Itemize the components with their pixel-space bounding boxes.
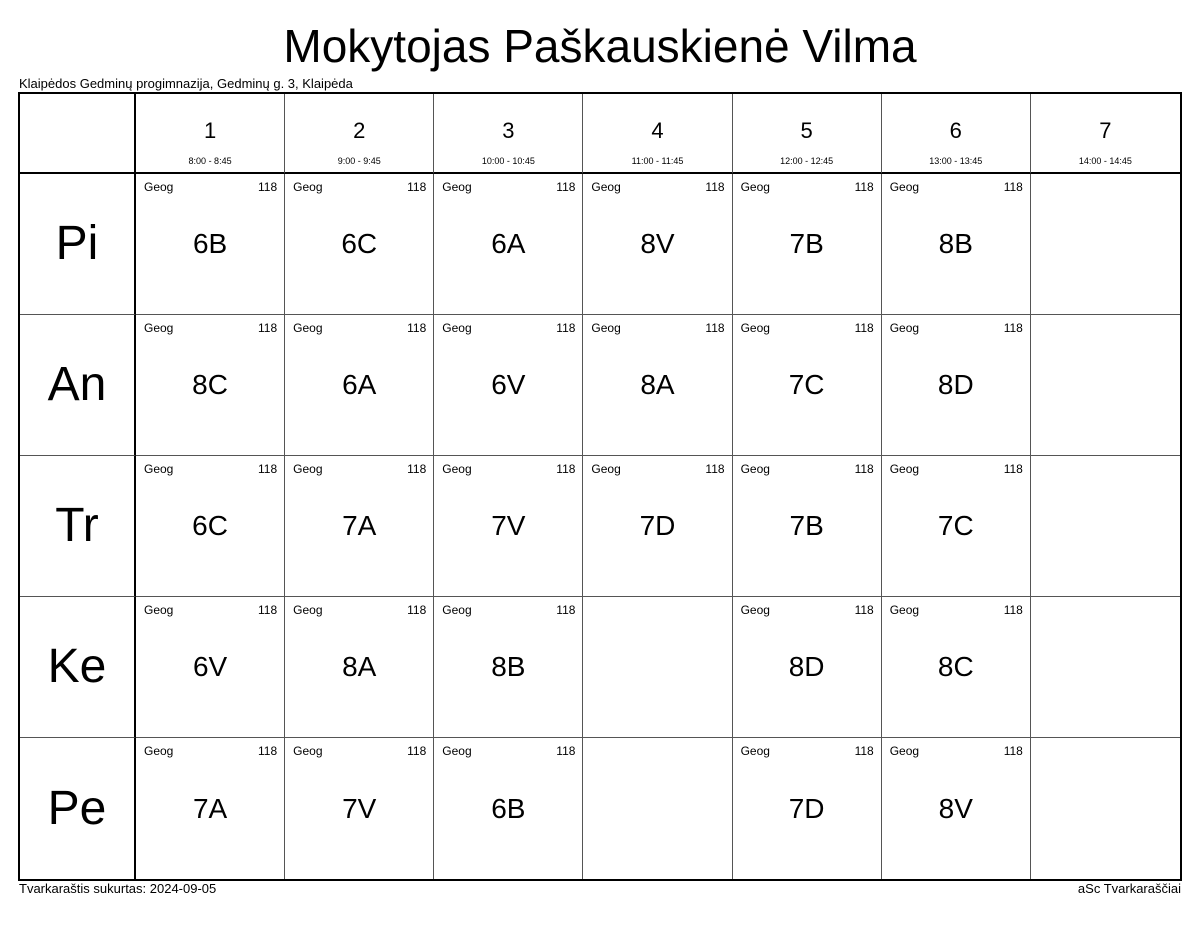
lesson-cell (882, 456, 1031, 597)
lesson-subject: Geog (293, 462, 323, 476)
lesson-cell (583, 315, 732, 456)
period-header-cell (285, 94, 434, 174)
lesson-class: 6A (491, 228, 526, 259)
lesson-subject: Geog (442, 744, 472, 758)
lesson-class: 7V (491, 510, 526, 541)
day-label: Tr (55, 499, 99, 552)
lesson-class: 8V (640, 228, 675, 259)
lesson-subject: Geog (889, 321, 920, 335)
lesson-class: 7D (788, 792, 825, 824)
lesson-cell (882, 738, 1031, 879)
empty-lesson-cell (1031, 738, 1180, 879)
lesson-class: 7D (639, 510, 676, 541)
lesson-subject: Geog (889, 603, 920, 617)
lesson-subject: Geog (889, 744, 920, 758)
lesson-cell (733, 315, 882, 456)
lesson-cell (136, 738, 285, 879)
lesson-cell (136, 315, 285, 456)
period-number: 5 (800, 118, 813, 143)
lesson-room: 118 (556, 603, 576, 617)
lesson-room: 118 (407, 744, 427, 758)
lesson-class: 7B (789, 228, 824, 259)
lesson-room: 118 (258, 462, 278, 476)
lesson-cell (285, 456, 434, 597)
lesson-room: 118 (556, 744, 576, 758)
lesson-cell (583, 174, 732, 315)
lesson-subject: Geog (144, 744, 174, 758)
lesson-class: 8A (342, 651, 377, 682)
lesson-room: 118 (705, 462, 725, 476)
lesson-class: 6A (342, 369, 377, 400)
empty-lesson-cell (1031, 456, 1180, 597)
lesson-class: 8D (937, 369, 974, 400)
lesson-subject: Geog (591, 462, 621, 476)
lesson-cell (434, 456, 583, 597)
lesson-subject: Geog (591, 321, 621, 335)
lesson-room: 118 (705, 180, 725, 194)
period-time: 14:00 - 14:45 (1078, 156, 1132, 166)
lesson-subject: Geog (889, 180, 920, 194)
created-date: Tvarkaraštis sukurtas: 2024-09-05 (19, 881, 217, 896)
empty-lesson-cell (583, 738, 732, 879)
lesson-subject: Geog (293, 603, 323, 617)
brand-label: aSc Tvarkaraščiai (1077, 881, 1181, 896)
lesson-cell (285, 597, 434, 738)
lesson-room: 118 (407, 321, 427, 335)
lesson-room: 118 (407, 603, 427, 617)
lesson-room: 118 (556, 462, 576, 476)
period-header-cell (1031, 94, 1180, 174)
lesson-subject: Geog (442, 321, 472, 335)
lesson-room: 118 (258, 180, 278, 194)
period-time: 9:00 - 9:45 (337, 156, 381, 166)
day-label: Pe (47, 781, 107, 835)
empty-lesson-cell (1031, 315, 1180, 456)
period-time: 13:00 - 13:45 (929, 156, 983, 166)
lesson-cell (733, 174, 882, 315)
lesson-class: 8B (491, 651, 526, 682)
lesson-subject: Geog (591, 180, 621, 194)
lesson-cell (285, 315, 434, 456)
period-header-cell (583, 94, 732, 174)
lesson-cell (583, 456, 732, 597)
lesson-subject: Geog (442, 603, 472, 617)
period-number: 2 (353, 118, 366, 143)
day-label: An (47, 358, 107, 411)
lesson-cell (434, 174, 583, 315)
lesson-room: 118 (1003, 744, 1023, 758)
period-header-cell (136, 94, 285, 174)
period-number: 3 (502, 118, 515, 143)
lesson-cell (136, 174, 285, 315)
lesson-room: 118 (705, 321, 725, 335)
lesson-cell (882, 315, 1031, 456)
lesson-class: 7V (342, 792, 377, 824)
lesson-subject: Geog (293, 321, 323, 335)
day-cell (20, 315, 136, 456)
lesson-cell (136, 597, 285, 738)
period-number: 4 (651, 118, 664, 143)
lesson-room: 118 (258, 744, 278, 758)
lesson-class: 6B (192, 228, 228, 259)
lesson-subject: Geog (144, 603, 174, 617)
lesson-room: 118 (258, 603, 278, 617)
lesson-subject: Geog (293, 744, 323, 758)
lesson-cell (285, 174, 434, 315)
lesson-room: 118 (556, 180, 576, 194)
lesson-subject: Geog (740, 744, 770, 758)
period-number: 7 (1099, 118, 1112, 143)
lesson-class: 6C (341, 228, 378, 259)
lesson-room: 118 (854, 321, 874, 335)
day-cell (20, 456, 136, 597)
lesson-class: 7C (788, 369, 825, 400)
lesson-cell (882, 597, 1031, 738)
lesson-subject: Geog (442, 180, 472, 194)
lesson-room: 118 (407, 462, 427, 476)
lesson-cell (733, 597, 882, 738)
lesson-class: 6B (491, 792, 526, 824)
lesson-class: 7C (937, 510, 974, 541)
lesson-room: 118 (1003, 180, 1023, 194)
empty-lesson-cell (1031, 174, 1180, 315)
lesson-class: 8C (192, 369, 228, 400)
day-cell (20, 174, 136, 315)
lesson-class: 7A (192, 792, 228, 824)
lesson-subject: Geog (293, 180, 323, 194)
period-header-cell (882, 94, 1031, 174)
lesson-class: 7B (789, 510, 824, 541)
lesson-room: 118 (1003, 321, 1023, 335)
lesson-subject: Geog (740, 180, 770, 194)
period-time: 10:00 - 10:45 (481, 156, 535, 166)
lesson-class: 6V (192, 651, 228, 682)
page-title: Mokytojas Paškauskienė Vilma (283, 20, 917, 72)
period-number: 6 (949, 118, 962, 143)
lesson-class: 8C (937, 651, 974, 682)
lesson-subject: Geog (144, 180, 174, 194)
lesson-class: 8B (938, 228, 973, 259)
lesson-room: 118 (556, 321, 576, 335)
header-corner-cell (20, 94, 136, 174)
lesson-class: 8A (640, 369, 675, 400)
lesson-cell (434, 738, 583, 879)
period-header-cell (434, 94, 583, 174)
day-cell (20, 738, 136, 879)
day-cell (20, 597, 136, 738)
empty-lesson-cell (1031, 597, 1180, 738)
lesson-cell (434, 597, 583, 738)
lesson-subject: Geog (740, 321, 770, 335)
period-time: 8:00 - 8:45 (188, 156, 232, 166)
lesson-room: 118 (854, 180, 874, 194)
lesson-class: 8V (938, 792, 973, 824)
period-header-cell (733, 94, 882, 174)
lesson-class: 7A (342, 510, 377, 541)
lesson-subject: Geog (144, 462, 174, 476)
lesson-cell (285, 738, 434, 879)
lesson-room: 118 (1003, 603, 1023, 617)
lesson-subject: Geog (740, 462, 770, 476)
lesson-room: 118 (854, 603, 874, 617)
empty-lesson-cell (583, 597, 732, 738)
lesson-subject: Geog (442, 462, 472, 476)
period-time: 11:00 - 11:45 (631, 156, 684, 166)
period-number: 1 (203, 118, 217, 143)
timetable-grid (18, 92, 1182, 881)
lesson-cell (882, 174, 1031, 315)
lesson-class: 8D (788, 651, 825, 682)
lesson-room: 118 (258, 321, 278, 335)
lesson-cell (733, 738, 882, 879)
school-address: Klaipėdos Gedminų progimnazija, Gedminų g. 3, Klaipėda (19, 76, 353, 91)
lesson-cell (136, 456, 285, 597)
lesson-room: 118 (854, 744, 874, 758)
lesson-subject: Geog (889, 462, 920, 476)
lesson-subject: Geog (740, 603, 770, 617)
lesson-subject: Geog (144, 321, 174, 335)
period-time: 12:00 - 12:45 (780, 156, 834, 166)
lesson-class: 6C (192, 510, 228, 541)
lesson-room: 118 (407, 180, 427, 194)
day-label: Pi (55, 217, 99, 270)
day-label: Ke (47, 640, 107, 693)
lesson-cell (733, 456, 882, 597)
lesson-cell (434, 315, 583, 456)
lesson-room: 118 (1003, 462, 1023, 476)
lesson-class: 6V (491, 369, 526, 400)
lesson-room: 118 (854, 462, 874, 476)
